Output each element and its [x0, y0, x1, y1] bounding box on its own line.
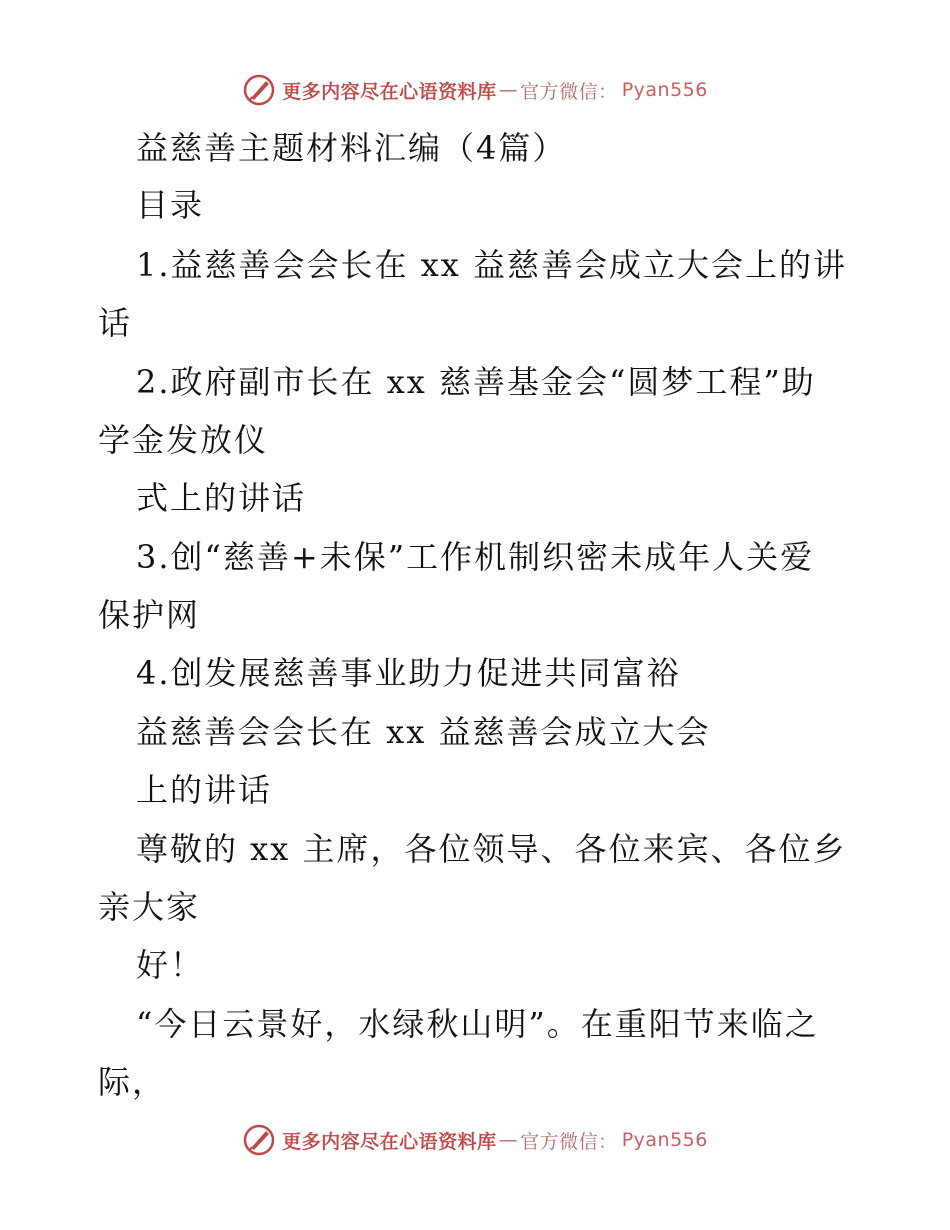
toc-item-1-line2: 话 — [98, 304, 133, 342]
footer-wechat-id: Pyan556 — [621, 1129, 708, 1151]
salutation-line2: 亲大家 — [98, 888, 201, 926]
body-line1: “今日云景好，水绿秋山明”。在重阳节来临之 — [136, 1005, 819, 1043]
toc-heading: 目录 — [136, 186, 205, 224]
salutation-line1: 尊敬的 xx 主席，各位领导、各位来宾、各位乡 — [136, 830, 847, 868]
footer-official-label: 官方微信： — [520, 1130, 618, 1153]
toc-item-3-line1: 3.创“慈善+未保”工作机制织密未成年人关爱 — [136, 538, 815, 576]
quill-logo-icon — [242, 1123, 276, 1157]
header-official-label: 官方微信： — [520, 80, 618, 103]
footer-banner — [0, 1118, 950, 1162]
document-title: 益慈善主题材料汇编（4篇） — [136, 129, 567, 167]
footer-separator: — — [498, 1129, 519, 1151]
header-separator: — — [498, 79, 519, 101]
greeting: 好！ — [136, 946, 205, 984]
header-wechat-id: Pyan556 — [621, 79, 708, 101]
quill-logo-icon — [242, 73, 276, 107]
section-title-line2: 上的讲话 — [136, 771, 273, 809]
header-promo-text: 更多内容尽在心语资料库 — [282, 80, 497, 103]
toc-item-4-line1: 4.创发展慈善事业助力促进共同富裕 — [136, 654, 681, 692]
header-banner — [0, 68, 950, 112]
toc-item-2-line1: 2.政府副市长在 xx 慈善基金会“圆梦工程”助 — [136, 363, 816, 401]
footer-promo-text: 更多内容尽在心语资料库 — [282, 1130, 497, 1153]
section-title-line1: 益慈善会会长在 xx 益慈善会成立大会 — [136, 713, 711, 751]
toc-item-3-line2: 保护网 — [98, 596, 201, 634]
toc-item-2-line3: 式上的讲话 — [136, 479, 307, 517]
toc-item-1-line1: 1.益慈善会会长在 xx 益慈善会成立大会上的讲 — [136, 246, 847, 284]
toc-item-2-line2: 学金发放仪 — [98, 421, 269, 459]
body-line2: 际， — [98, 1063, 167, 1101]
